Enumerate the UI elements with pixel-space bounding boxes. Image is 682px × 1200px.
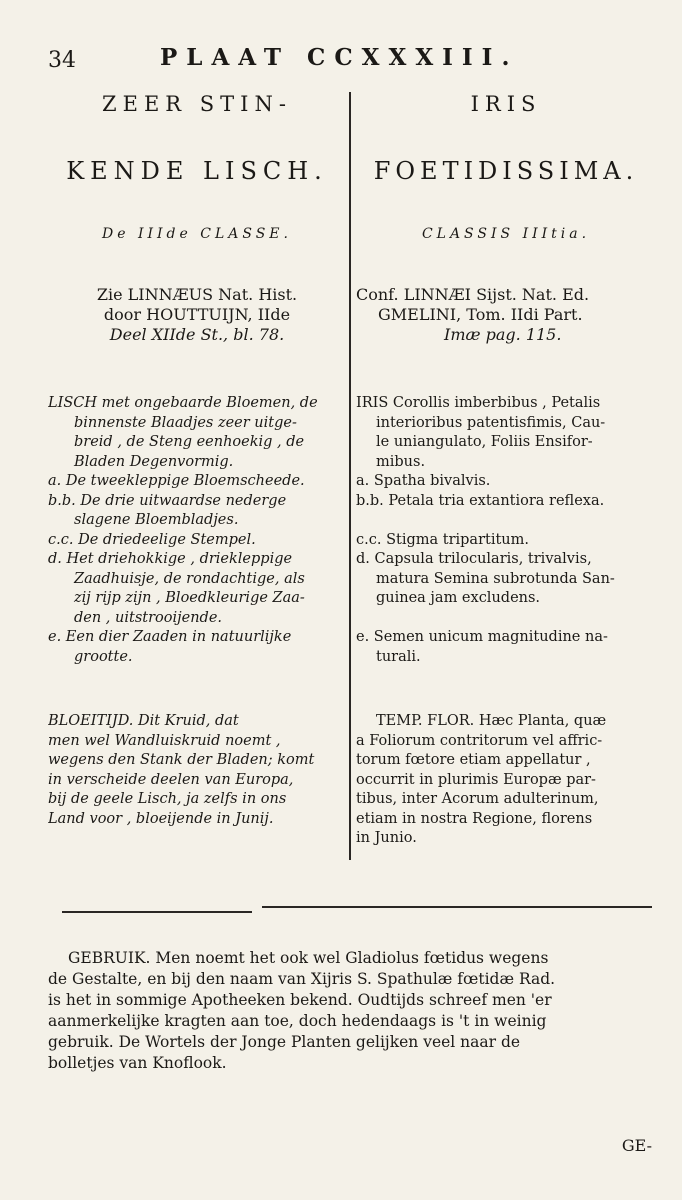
left-classis: De IIIde CLASSE. <box>102 226 292 242</box>
right-ref-line: Conf. LINNÆI Sijst. Nat. Ed. <box>356 285 590 304</box>
separator-rule-right <box>262 906 652 908</box>
text-line: mibus. <box>376 453 426 470</box>
text-line: bij de geele Lisch, ja zelfs in ons <box>48 791 287 807</box>
text-line: binnenste Blaadjes zeer uitge- <box>74 414 297 431</box>
spacer <box>356 609 656 629</box>
text-line: a Foliorum contritorum vel affric- <box>356 732 603 749</box>
text-line: in verscheide deelen van Europa, <box>48 771 294 788</box>
right-name-line1: IRIS <box>470 92 542 116</box>
text-line: d. Capsula trilocularis, trivalvis, <box>356 551 592 567</box>
text-line: turali. <box>376 648 421 665</box>
text-line: is het in sommige Apotheeken bekend. Oudtijds schreef men 'er <box>48 991 552 1009</box>
left-description <box>48 394 346 667</box>
left-ref-line: Deel XIIde St., bl. 78. <box>109 325 285 344</box>
text-line: aanmerkelijke kragten aan toe, doch hedendaags is 't in weinig <box>48 1012 547 1030</box>
right-ref-line: Imæ pag. 115. <box>444 325 562 344</box>
right-ref-line: GMELINI, Tom. IIdi Part. <box>378 305 583 324</box>
text-line: IRIS Corollis imberbibus , Petalis <box>356 395 601 411</box>
text-line: a. Spatha bivalvis. <box>356 473 491 489</box>
column-divider <box>349 92 351 860</box>
text-line: gebruik. De Wortels der Jonge Planten gelijken veel naar de <box>48 1033 521 1051</box>
text-line: e. Een dier Zaaden in natuurlijke <box>48 629 292 645</box>
separator-rule-left <box>62 911 252 913</box>
left-bloeitijd <box>48 712 346 829</box>
right-reference <box>356 285 656 345</box>
text-line: den , uitstrooijende. <box>74 609 223 626</box>
text-line: BLOEITIJD. Dit Kruid, dat <box>48 713 239 729</box>
text-line: b.b. Petala tria extantiora reflexa. <box>356 492 605 509</box>
text-line: grootte. <box>74 648 133 665</box>
left-ref-line: door HOUTTUIJN, IIde <box>103 305 291 324</box>
page-number: 34 <box>48 48 76 73</box>
text-line: slagene Bloembladjes. <box>74 512 239 528</box>
text-line: matura Semina subrotunda San- <box>376 570 615 587</box>
text-line: etiam in nostra Regione, florens <box>356 810 593 827</box>
text-line: occurrit in plurimis Europæ par- <box>356 771 596 788</box>
text-line: tibus, inter Acorum adulterinum, <box>356 791 599 807</box>
text-line: torum fœtore etiam appellatur , <box>356 752 591 768</box>
text-line: GEBRUIK. Men noemt het ook wel Gladiolus fœtidus wegens <box>68 949 549 967</box>
text-line: LISCH met ongebaarde Bloemen, de <box>48 395 318 411</box>
left-ref-line: Zie LINNÆUS Nat. Hist. <box>96 285 298 304</box>
text-line: a. De tweekleppige Bloemscheede. <box>48 473 305 489</box>
text-line: Bladen Degenvormig. <box>74 453 234 470</box>
text-line: wegens den Stank der Bladen; komt <box>48 752 315 768</box>
spacer <box>356 511 656 531</box>
right-description <box>356 394 656 667</box>
text-line: Zaadhuisje, de rondachtige, als <box>74 570 305 587</box>
left-reference <box>48 285 346 345</box>
plate-title: PLAAT CCXXXIII. <box>160 44 519 71</box>
text-line: b.b. De drie uitwaardse nederge <box>48 492 287 509</box>
right-classis: CLASSIS IIItia. <box>421 226 591 242</box>
gebruik-paragraph <box>48 948 653 1074</box>
text-line: breid , de Steng eenhoekig , de <box>74 434 305 450</box>
text-line: men wel Wandluiskruid noemt , <box>48 732 281 749</box>
text-line: d. Het driehokkige , driekleppige <box>48 551 293 567</box>
right-name-line2: FOETIDISSIMA. <box>373 157 639 185</box>
catchword: GE- <box>621 1136 652 1155</box>
text-line: Land voor , bloeijende in Junij. <box>48 810 274 827</box>
text-line: guinea jam excludens. <box>376 590 541 606</box>
text-line: TEMP. FLOR. Hæc Planta, quæ <box>376 713 607 729</box>
left-name-line2: KENDE LISCH. <box>66 157 328 185</box>
text-line: le uniangulato, Foliis Ensifor- <box>376 434 593 450</box>
left-name-line1: ZEER STIN- <box>102 92 292 116</box>
text-line: e. Semen unicum magnitudine na- <box>356 629 608 645</box>
text-line: de Gestalte, en bij den naam van Xijris S. Spathulæ fœtidæ Rad. <box>48 970 556 988</box>
text-line: zij rijp zijn , Bloedkleurige Zaa- <box>74 590 305 606</box>
text-line: interioribus patentisfimis, Cau- <box>376 414 606 431</box>
text-line: c.c. Stigma tripartitum. <box>356 531 529 548</box>
text-line: bolletjes van Knoflook. <box>48 1054 227 1072</box>
text-line: c.c. De driedeelige Stempel. <box>48 531 256 548</box>
right-temp-flor <box>356 712 656 849</box>
text-line: in Junio. <box>356 830 417 846</box>
